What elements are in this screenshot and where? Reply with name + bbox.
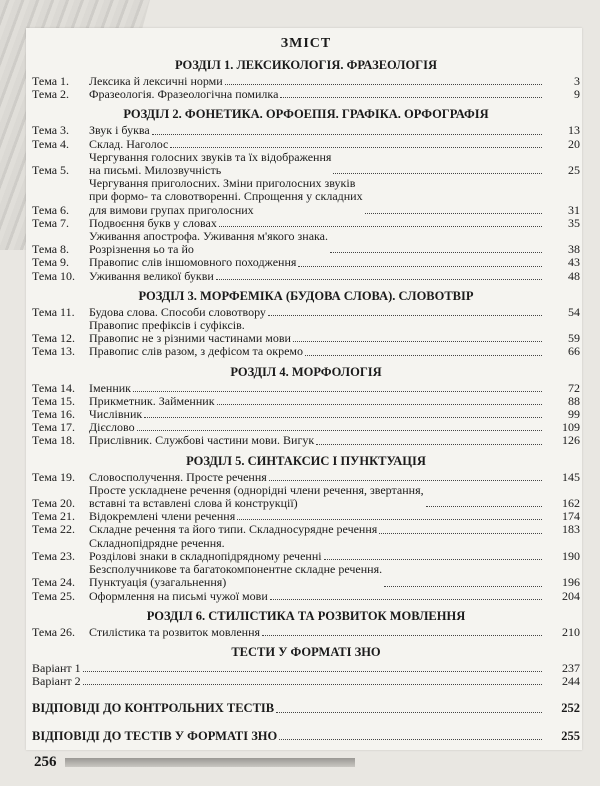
entry-page-number: 190 <box>562 548 580 563</box>
dot-leader <box>262 635 542 636</box>
dot-leader <box>152 134 542 135</box>
entry-page-number: 88 <box>568 393 580 408</box>
entry-label: Тема 7. <box>32 215 70 230</box>
footer-bar <box>65 758 355 767</box>
toc-sections <box>32 58 580 688</box>
dot-leader <box>365 213 542 214</box>
entry-page-number: 145 <box>562 469 580 484</box>
entry-page-number: 48 <box>568 268 580 283</box>
entry-title: Прислівник. Службові частини мови. Вигук <box>89 433 315 448</box>
dot-leader <box>217 404 542 405</box>
toc-section <box>32 289 580 359</box>
entry-label: Тема 9. <box>32 255 70 270</box>
section-title: РОЗДІЛ 5. СИНТАКСИС І ПУНКТУАЦІЯ <box>186 453 426 468</box>
dot-leader <box>133 391 542 392</box>
entry-page-number: 174 <box>562 509 580 524</box>
dot-leader <box>83 671 542 672</box>
toc-entry[interactable] <box>32 590 580 603</box>
entry-page-number: 109 <box>562 420 580 435</box>
dot-leader <box>426 506 542 507</box>
answers-list <box>32 702 580 742</box>
toc-entry[interactable] <box>32 88 580 101</box>
entry-title: Варіант 2 <box>32 674 81 689</box>
entry-title: Уживання великої букви <box>89 268 214 283</box>
toc-entry[interactable] <box>32 319 580 345</box>
entry-page-number: 196 <box>562 575 580 590</box>
dot-leader <box>269 480 542 481</box>
toc-entry[interactable] <box>32 138 580 151</box>
entry-label: Тема 12. <box>32 331 76 346</box>
toc-entry[interactable] <box>32 256 580 269</box>
entry-label: Тема 3. <box>32 123 70 138</box>
toc-section <box>32 58 580 101</box>
entry-page-number: 126 <box>562 433 580 448</box>
entry-page-number: 244 <box>562 674 580 689</box>
dot-leader <box>293 341 542 342</box>
toc-entry[interactable] <box>32 675 580 688</box>
toc-entry[interactable] <box>32 151 580 177</box>
section-title: РОЗДІЛ 3. МОРФЕМІКА (БУДОВА СЛОВА). СЛОВОТВІР <box>138 288 474 303</box>
dot-leader <box>280 97 542 98</box>
entry-page-number: 204 <box>562 588 580 603</box>
dot-leader <box>384 586 542 587</box>
entry-title: Іменник <box>89 380 132 395</box>
answers-page-number: 252 <box>561 701 580 716</box>
answers-title: ВІДПОВІДІ ДО ТЕСТІВ У ФОРМАТІ ЗНО <box>32 728 278 743</box>
answers-page-number: 255 <box>561 728 580 743</box>
dot-leader <box>279 739 542 740</box>
entry-page-number: 13 <box>568 123 580 138</box>
section-title: РОЗДІЛ 4. МОРФОЛОГІЯ <box>230 364 382 379</box>
dot-leader <box>270 599 542 600</box>
dot-leader <box>83 684 542 685</box>
entry-label: Тема 6. <box>32 202 70 217</box>
entry-label: Тема 1. <box>32 74 70 88</box>
entry-page-number: 237 <box>562 660 580 675</box>
entry-title: Стилістика та розвиток мовлення <box>89 624 261 639</box>
entry-label: Тема 11. <box>32 304 75 319</box>
entry-title: Склад. Наголос <box>89 136 169 151</box>
entry-page-number: 43 <box>568 255 580 270</box>
toc-entry[interactable] <box>32 626 580 639</box>
entry-title: Варіант 1 <box>32 660 81 675</box>
entry-page-number: 72 <box>568 380 580 395</box>
entry-label: Тема 10. <box>32 268 76 283</box>
entry-label: Тема 16. <box>32 407 76 422</box>
answers-entry[interactable] <box>32 702 580 715</box>
entry-page-number: 20 <box>568 136 580 151</box>
entry-title: Звук і буква <box>89 123 150 138</box>
dot-leader <box>305 355 542 356</box>
dot-leader <box>137 430 542 431</box>
dot-leader <box>216 279 542 280</box>
entry-page-number: 9 <box>574 87 580 102</box>
entry-page-number: 35 <box>568 215 580 230</box>
toc-entry[interactable] <box>32 563 580 589</box>
entry-label: Тема 24. <box>32 575 76 590</box>
entry-title: Оформлення на письмі чужої мови <box>89 588 268 603</box>
entry-label: Тема 22. <box>32 522 76 537</box>
entry-page-number: 210 <box>562 624 580 639</box>
entry-label: Тема 13. <box>32 344 76 359</box>
entry-title: Дієслово <box>89 420 135 435</box>
answers-entry[interactable] <box>32 730 580 743</box>
entry-page-number: 54 <box>568 304 580 319</box>
entry-page-number: 59 <box>568 331 580 346</box>
entry-title: Правопис слів іншомовного походження <box>89 255 297 270</box>
toc-entry[interactable] <box>32 471 580 484</box>
entry-page-number: 25 <box>568 163 580 178</box>
toc-entry[interactable] <box>32 230 580 256</box>
entry-page-number: 66 <box>568 344 580 359</box>
entry-title: Просте ускладнене речення (однорідні члени речення, звертання, вставні та вставлені слова й конструкції) <box>89 482 424 511</box>
entry-page-number: 99 <box>568 407 580 422</box>
entry-title: Чергування приголосних. Зміни приголосних звуків при формо- та словотворенні. Спрощення у складних для вимови групах приголосних <box>89 176 363 217</box>
toc <box>32 36 580 743</box>
entry-label: Тема 18. <box>32 433 76 448</box>
entry-page-number: 162 <box>562 496 580 511</box>
entry-title: Правопис слів разом, з дефісом та окремо <box>89 344 304 359</box>
entry-page-number: 3 <box>574 74 580 88</box>
entry-title: Безсполучникове та багатокомпонентне складне речення. Пунктуація (узагальнення) <box>89 562 383 590</box>
entry-title: Відокремлені члени речення <box>89 509 236 524</box>
toc-section <box>32 365 580 448</box>
entry-label: Тема 8. <box>32 242 70 257</box>
toc-entry[interactable] <box>32 382 580 395</box>
dot-leader <box>225 84 542 85</box>
toc-title: ЗМІСТ <box>280 36 332 51</box>
dot-leader <box>237 519 542 520</box>
dot-leader <box>379 533 542 534</box>
dot-leader <box>219 226 542 227</box>
entry-title: Словосполучення. Просте речення <box>89 469 267 484</box>
entry-title: Будова слова. Способи словотвору <box>89 304 266 319</box>
toc-entry[interactable] <box>32 345 580 358</box>
dot-leader <box>298 266 542 267</box>
toc-entry[interactable] <box>32 484 580 510</box>
book-page <box>26 28 582 750</box>
entry-label: Тема 5. <box>32 163 70 178</box>
entry-title: Складне речення та його типи. Складносурядне речення <box>89 522 378 537</box>
entry-page-number: 31 <box>568 202 580 217</box>
answers-title: ВІДПОВІДІ ДО КОНТРОЛЬНИХ ТЕСТІВ <box>32 701 275 716</box>
toc-section <box>32 609 580 639</box>
entry-title: Чергування голосних звуків та їх відображення на письмі. Милозвучність <box>89 149 332 178</box>
dot-leader <box>276 712 542 713</box>
entry-title: Лексика й лексичні норми <box>89 74 223 88</box>
entry-page-number: 38 <box>568 242 580 257</box>
toc-entry[interactable] <box>32 177 580 217</box>
toc-section <box>32 645 580 688</box>
entry-title: Прикметник. Займенник <box>89 393 215 408</box>
toc-entry[interactable] <box>32 270 580 283</box>
entry-label: Тема 14. <box>32 380 76 395</box>
entry-title: Уживання апострофа. Уживання м'якого знака. Розрізнення ьо та йо <box>89 229 328 257</box>
entry-title: Подвоєння букв у словах <box>89 215 217 230</box>
entry-label: Тема 15. <box>32 393 76 408</box>
section-title: ТЕСТИ У ФОРМАТІ ЗНО <box>231 644 381 659</box>
dot-leader <box>324 559 542 560</box>
toc-entry[interactable] <box>32 537 580 563</box>
entry-label: Тема 4. <box>32 136 70 151</box>
section-title: РОЗДІЛ 6. СТИЛІСТИКА ТА РОЗВИТОК МОВЛЕННЯ <box>146 608 466 623</box>
section-title: РОЗДІЛ 1. ЛЕКСИКОЛОГІЯ. ФРАЗЕОЛОГІЯ <box>174 58 438 72</box>
entry-label: Тема 20. <box>32 496 76 511</box>
page-number: 256 <box>34 754 57 770</box>
dot-leader <box>268 315 542 316</box>
toc-entry[interactable] <box>32 523 580 536</box>
entry-label: Тема 21. <box>32 509 76 524</box>
entry-title: Правопис префіксів і суфіксів. Правопис не з різними частинами мови <box>89 318 291 346</box>
toc-entry[interactable] <box>32 434 580 447</box>
section-title: РОЗДІЛ 2. ФОНЕТИКА. ОРФОЕПІЯ. ГРАФІКА. ОРФОГРАФІЯ <box>123 107 489 122</box>
entry-label: Тема 23. <box>32 548 76 563</box>
toc-entry[interactable] <box>32 662 580 675</box>
dot-leader <box>333 173 542 174</box>
entry-label: Тема 2. <box>32 87 70 102</box>
dot-leader <box>330 252 542 253</box>
toc-section <box>32 454 580 603</box>
entry-title: Складнопідрядне речення. Розділові знаки в складнопідрядному реченні <box>89 535 322 563</box>
toc-section <box>32 107 580 282</box>
entry-label: Тема 17. <box>32 420 76 435</box>
entry-label: Тема 19. <box>32 469 76 484</box>
entry-label: Тема 26. <box>32 624 76 639</box>
dot-leader <box>170 147 542 148</box>
entry-title: Фразеологія. Фразеологічна помилка <box>89 87 279 102</box>
entry-title: Числівник <box>89 407 143 422</box>
entry-page-number: 183 <box>562 522 580 537</box>
toc-entry[interactable] <box>32 124 580 137</box>
dot-leader <box>316 444 542 445</box>
page-footer <box>34 754 355 771</box>
dot-leader <box>144 417 542 418</box>
entry-label: Тема 25. <box>32 588 76 603</box>
